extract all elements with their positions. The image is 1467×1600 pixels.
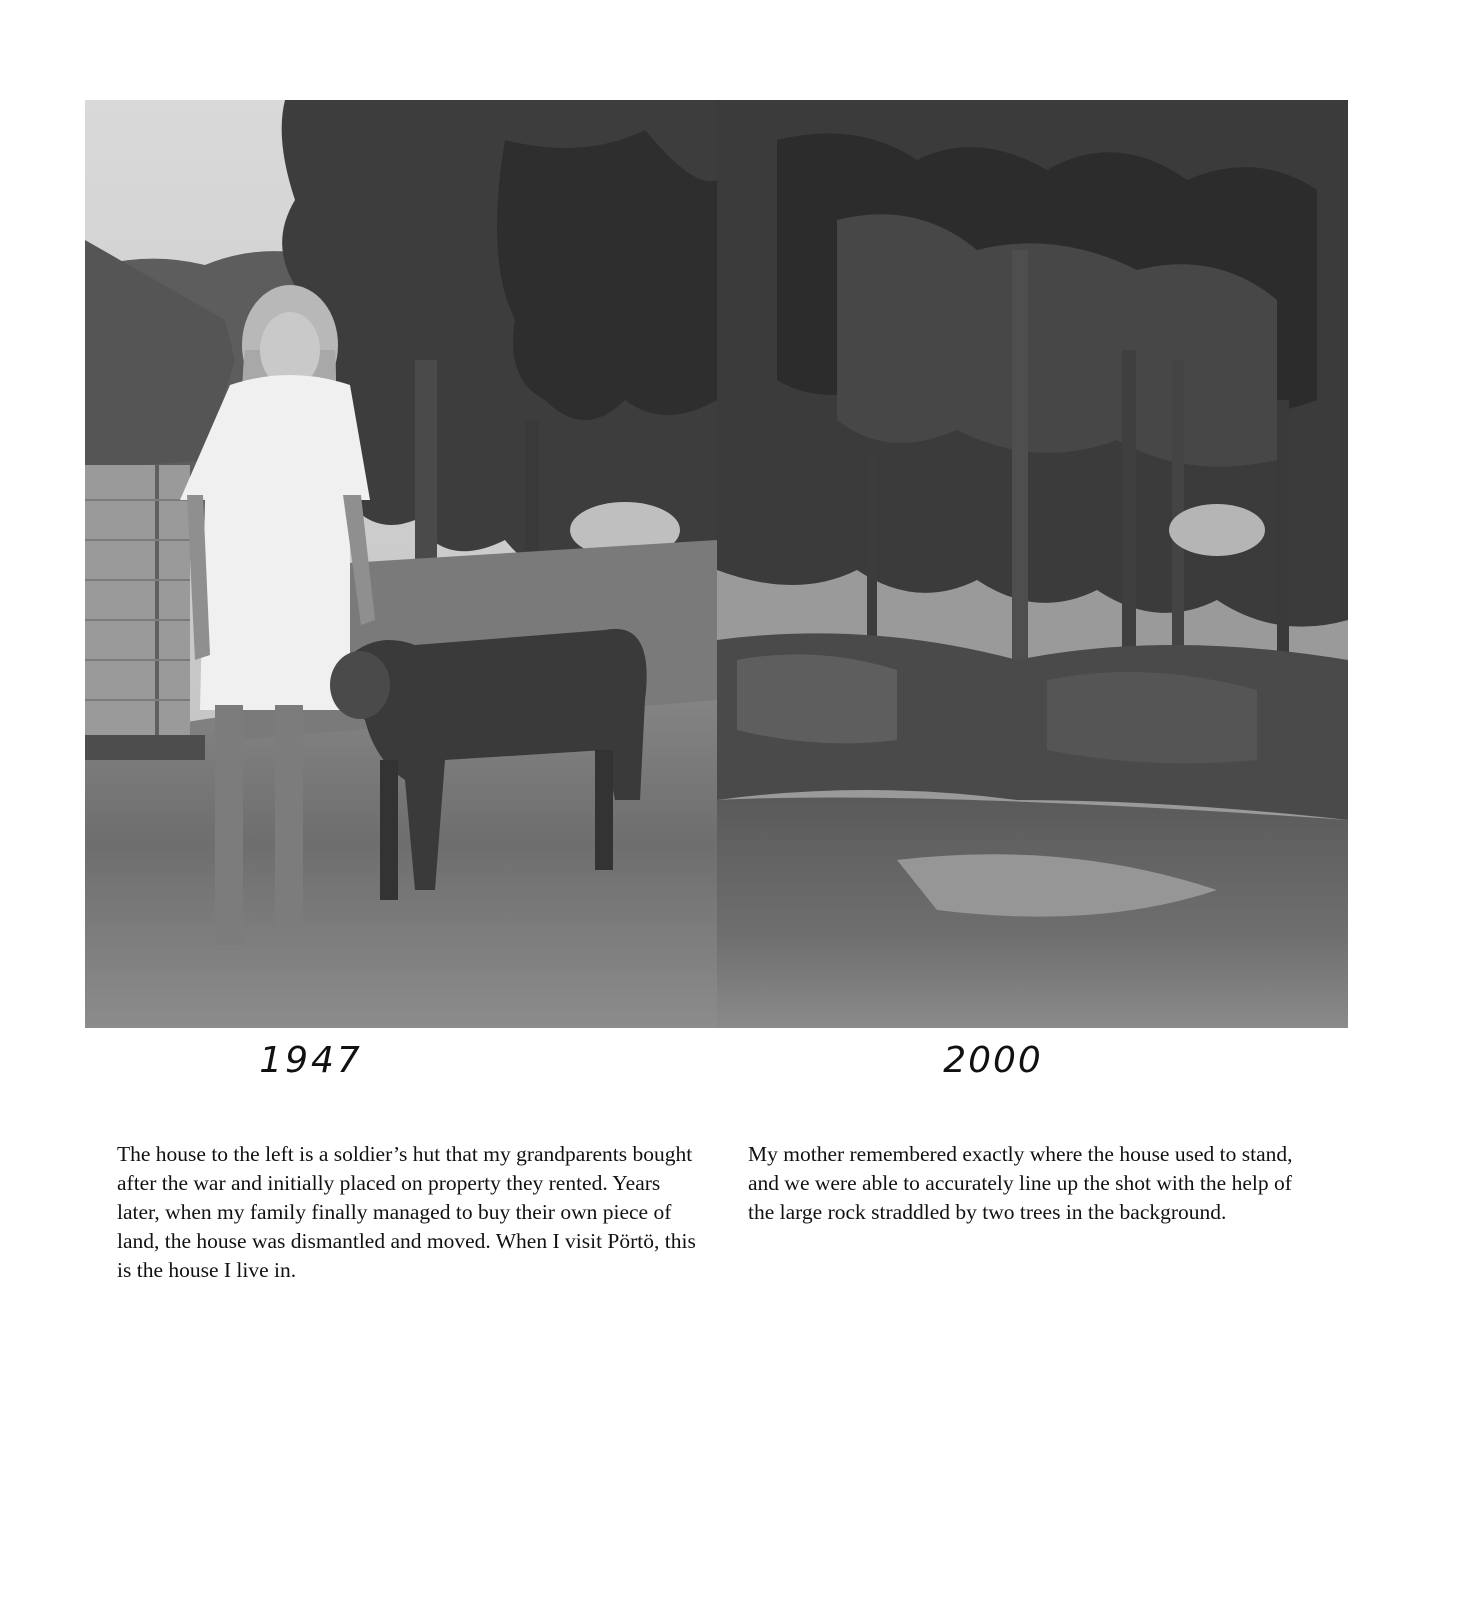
caption-right: My mother remembered exactly where the house used to stand, and we were able to accurately line up the shot with the help of the large rock straddled by two trees in the background. bbox=[748, 1142, 1293, 1224]
year-label-2000: 2000 bbox=[943, 1040, 1043, 1081]
caption-left: The house to the left is a soldier’s hut that my grandparents bought after the war and initially placed on property they rented. Years later, when my family finally managed to buy their own piece of land, the house was dismantled and moved. When I visit Pörtö, this is the house I live in. bbox=[117, 1142, 696, 1282]
photo-2000 bbox=[717, 100, 1348, 1028]
year-label-1947: 1947 bbox=[259, 1040, 363, 1081]
photo-2000-image bbox=[717, 100, 1348, 1028]
photo-1947 bbox=[85, 100, 717, 1028]
photo-1947-image bbox=[85, 100, 717, 1028]
